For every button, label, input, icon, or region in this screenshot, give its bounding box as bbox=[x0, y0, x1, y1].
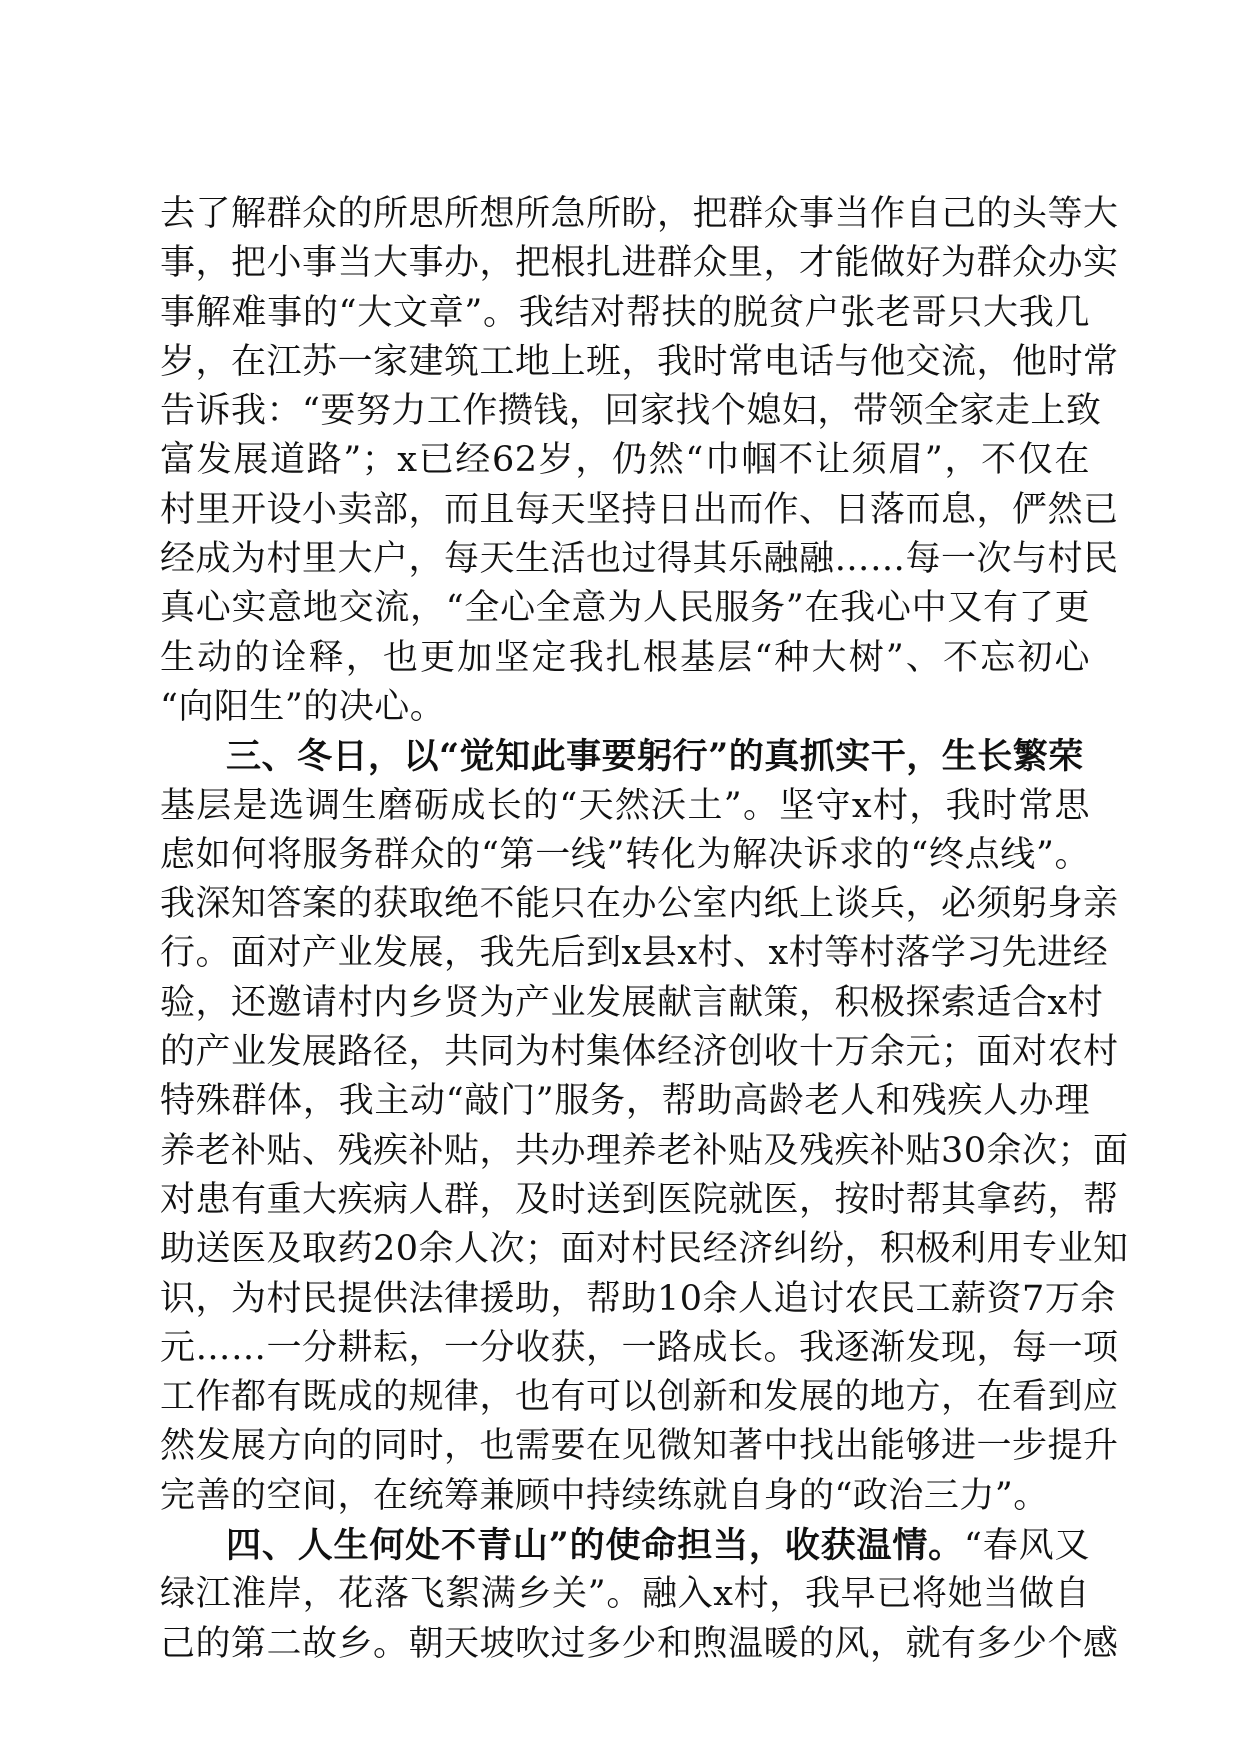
section-four bbox=[160, 1521, 1119, 1669]
text-line: 己的第二故乡。朝天坡吹过多少和煦温暖的风，就有多少个感 bbox=[160, 1623, 1119, 1664]
text-line: 事，把小事当大事办，把根扎进群众里，才能做好为群众办实 bbox=[160, 243, 1119, 284]
text-line: 生动的诠释，也更加坚定我扎根基层“种大树”、不忘初心 bbox=[160, 637, 1090, 678]
text-line: 特殊群体，我主动“敲门”服务，帮助高龄老人和残疾人办理 bbox=[160, 1081, 1090, 1122]
text-line: 对患有重大疾病人群，及时送到医院就医，按时帮其拿药，帮 bbox=[160, 1179, 1119, 1220]
text-line: 的产业发展路径，共同为村集体经济创收十万余元；面对农村 bbox=[160, 1032, 1119, 1073]
section-heading: 三、冬日，以“觉知此事要躬行”的真抓实干，生长繁荣 bbox=[226, 736, 1084, 778]
text-line: 基层是选调生磨砺成长的“天然沃土”。坚守x村，我时常思 bbox=[160, 785, 1090, 826]
text-line: 虑如何将服务群众的“第一线”转化为解决诉求的“终点线”。 bbox=[160, 834, 1090, 875]
text-line: 工作都有既成的规律，也有可以创新和发展的地方，在看到应 bbox=[160, 1377, 1119, 1418]
text-line: 岁，在江苏一家建筑工地上班，我时常电话与他交流，他时常 bbox=[160, 341, 1119, 382]
section-heading bbox=[160, 1521, 1090, 1570]
text-line: 经成为村里大户，每天生活也过得其乐融融……每一次与村民 bbox=[160, 539, 1119, 580]
text-line: 我深知答案的获取绝不能只在办公室内纸上谈兵，必须躬身亲 bbox=[160, 884, 1119, 925]
text-line: 告诉我：“要努力工作攒钱，回家找个媳妇，带领全家走上致 bbox=[160, 391, 1102, 432]
text-line: 元……一分耕耘，一分收获，一路成长。我逐渐发现，每一项 bbox=[160, 1327, 1119, 1368]
section-three bbox=[160, 732, 1129, 1521]
text-line: 去了解群众的所思所想所急所盼，把群众事当作自己的头等大 bbox=[160, 194, 1119, 234]
text-line: “向阳生”的决心。 bbox=[160, 686, 446, 727]
text-line: 识，为村民提供法律援助，帮助10余人追讨农民工薪资7万余 bbox=[160, 1278, 1116, 1319]
text-line: 村里开设小卖部，而且每天坚持日出而作、日落而息，俨然已 bbox=[160, 489, 1119, 530]
text-line: 行。面对产业发展，我先后到x县x村、x村等村落学习先进经 bbox=[160, 933, 1109, 974]
text-line: 然发展方向的同时，也需要在见微知著中找出能够进一步提升 bbox=[160, 1426, 1119, 1467]
text-line: 养老补贴、残疾补贴，共办理养老补贴及残疾补贴30余次；面 bbox=[160, 1130, 1129, 1171]
text-line: 事解难事的“大文章”。我结对帮扶的脱贫户张老哥只大我几 bbox=[160, 292, 1090, 333]
text-line: 富发展道路”；x已经62岁，仍然“巾帼不让须眉”，不仅在 bbox=[160, 440, 1090, 481]
body-text bbox=[160, 190, 1129, 1669]
text-line: 验，还邀请村内乡贤为产业发展献言献策，积极探索适合x村 bbox=[160, 982, 1104, 1023]
section-heading-bold: 四、人生何处不青山”的使命担当，收获温情。 bbox=[226, 1525, 965, 1567]
paragraph-continuation bbox=[160, 190, 1119, 732]
text-line: 助送医及取药20余人次；面对村民经济纠纷，积极利用专业知 bbox=[160, 1229, 1129, 1270]
text-line: 绿江淮岸，花落飞絮满乡关”。融入x村，我早已将她当做自 bbox=[160, 1574, 1090, 1615]
section-heading-rest: “春风又 bbox=[964, 1526, 1090, 1567]
text-line: 真心实意地交流，“全心全意为人民服务”在我心中又有了更 bbox=[160, 588, 1090, 629]
text-line: 完善的空间，在统筹兼顾中持续练就自身的“政治三力”。 bbox=[160, 1475, 1049, 1516]
